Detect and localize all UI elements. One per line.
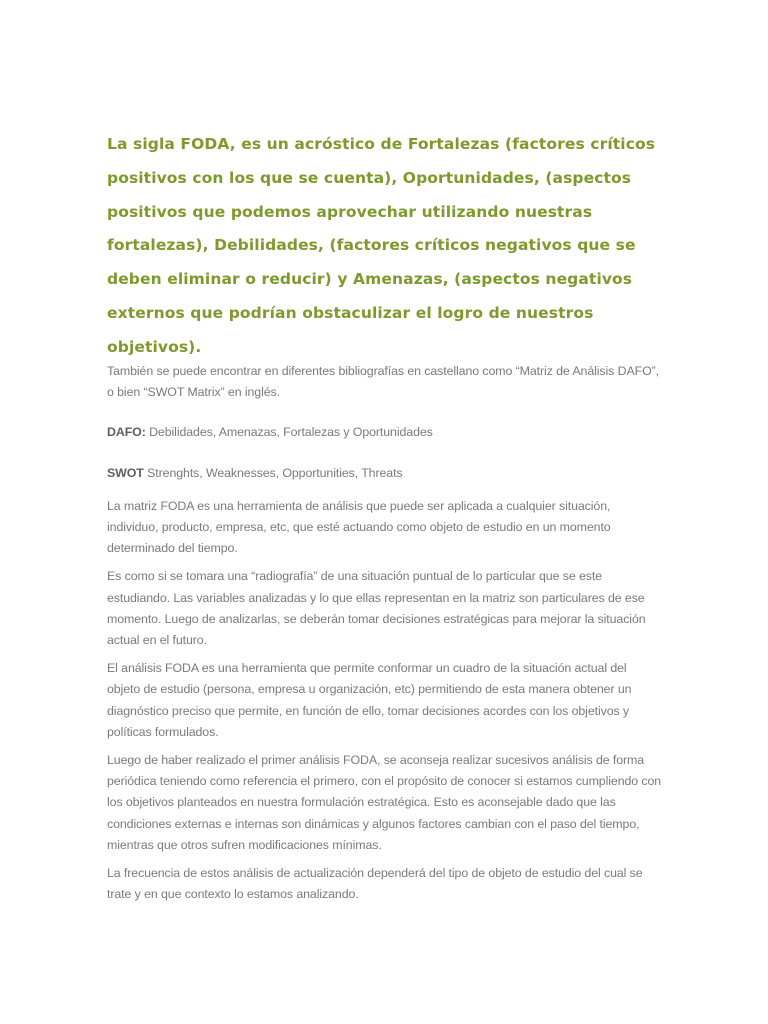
paragraph-frecuencia: La frecuencia de estos análisis de actualización dependerá del tipo de objeto de estudio del cual se trate y en que contexto lo estamos analizando. (107, 866, 643, 902)
swot-text: Strenghts, Weaknesses, Opportunities, Threats (143, 465, 403, 480)
paragraph-analisis: El análisis FODA es una herramienta que permite conformar un cuadro de la situación actual del objeto de estudio (persona, empresa u organización, etc) permitiendo de esta manera obtener un diagnóstico preciso que permite, en función de ello, tomar decisiones acordes con los objetivos y políticas formulados. (107, 661, 632, 739)
paragraph-swot (107, 463, 662, 484)
paragraph-radiografia: Es como si se tomara una “radiografía” de una situación puntual de lo particular que se este estudiando. Las variables analizadas y lo que ellas representan en la matriz son particulares de ese momento. Luego de analizarlas, se deberán tomar decisiones estratégicas para mejorar la situación actual en el futuro. (107, 569, 646, 648)
paragraph-dafo (107, 422, 662, 443)
lead-paragraph: La sigla FODA, es un acróstico de Fortalezas (factores críticos positivos con los que se cuenta), Oportunidades, (aspectos positivos que podemos aprovechar utilizando nuestras fortalezas), Debilidades, (factores críticos negativos que se deben eliminar o reducir) y Amenazas, (aspectos negativos externos que podrían obstaculizar el logro de nuestros objetivos). (107, 135, 656, 356)
paragraph-matriz: La matriz FODA es una herramienta de análisis que puede ser aplicada a cualquier situación, individuo, producto, empresa, etc, que esté actuando como objeto de estudio en un momento determinado del tiempo. (107, 498, 611, 556)
dafo-text: Debilidades, Amenazas, Fortalezas y Oportunidades (145, 425, 433, 440)
body-text (107, 361, 662, 912)
swot-label: SWOT (107, 465, 144, 480)
dafo-label: DAFO: (107, 425, 146, 440)
paragraph-bibliografias: También se puede encontrar en diferentes bibliografías en castellano como “Matriz de Análisis DAFO”, o bien “SWOT Matrix” en inglés. (107, 364, 659, 400)
paragraph-sucesivos: Luego de haber realizado el primer análisis FODA, se aconseja realizar sucesivos análisis de forma periódica teniendo como referencia el primero, con el propósito de conocer si estamos cumpliendo con los objetivos planteados en nuestra formulación estratégica. Esto es aconsejable dado que las condiciones externas e internas son dinámicas y algunos factores cambian con el paso del tiempo, mientras que otros sufren modificaciones mínimas. (107, 753, 662, 852)
